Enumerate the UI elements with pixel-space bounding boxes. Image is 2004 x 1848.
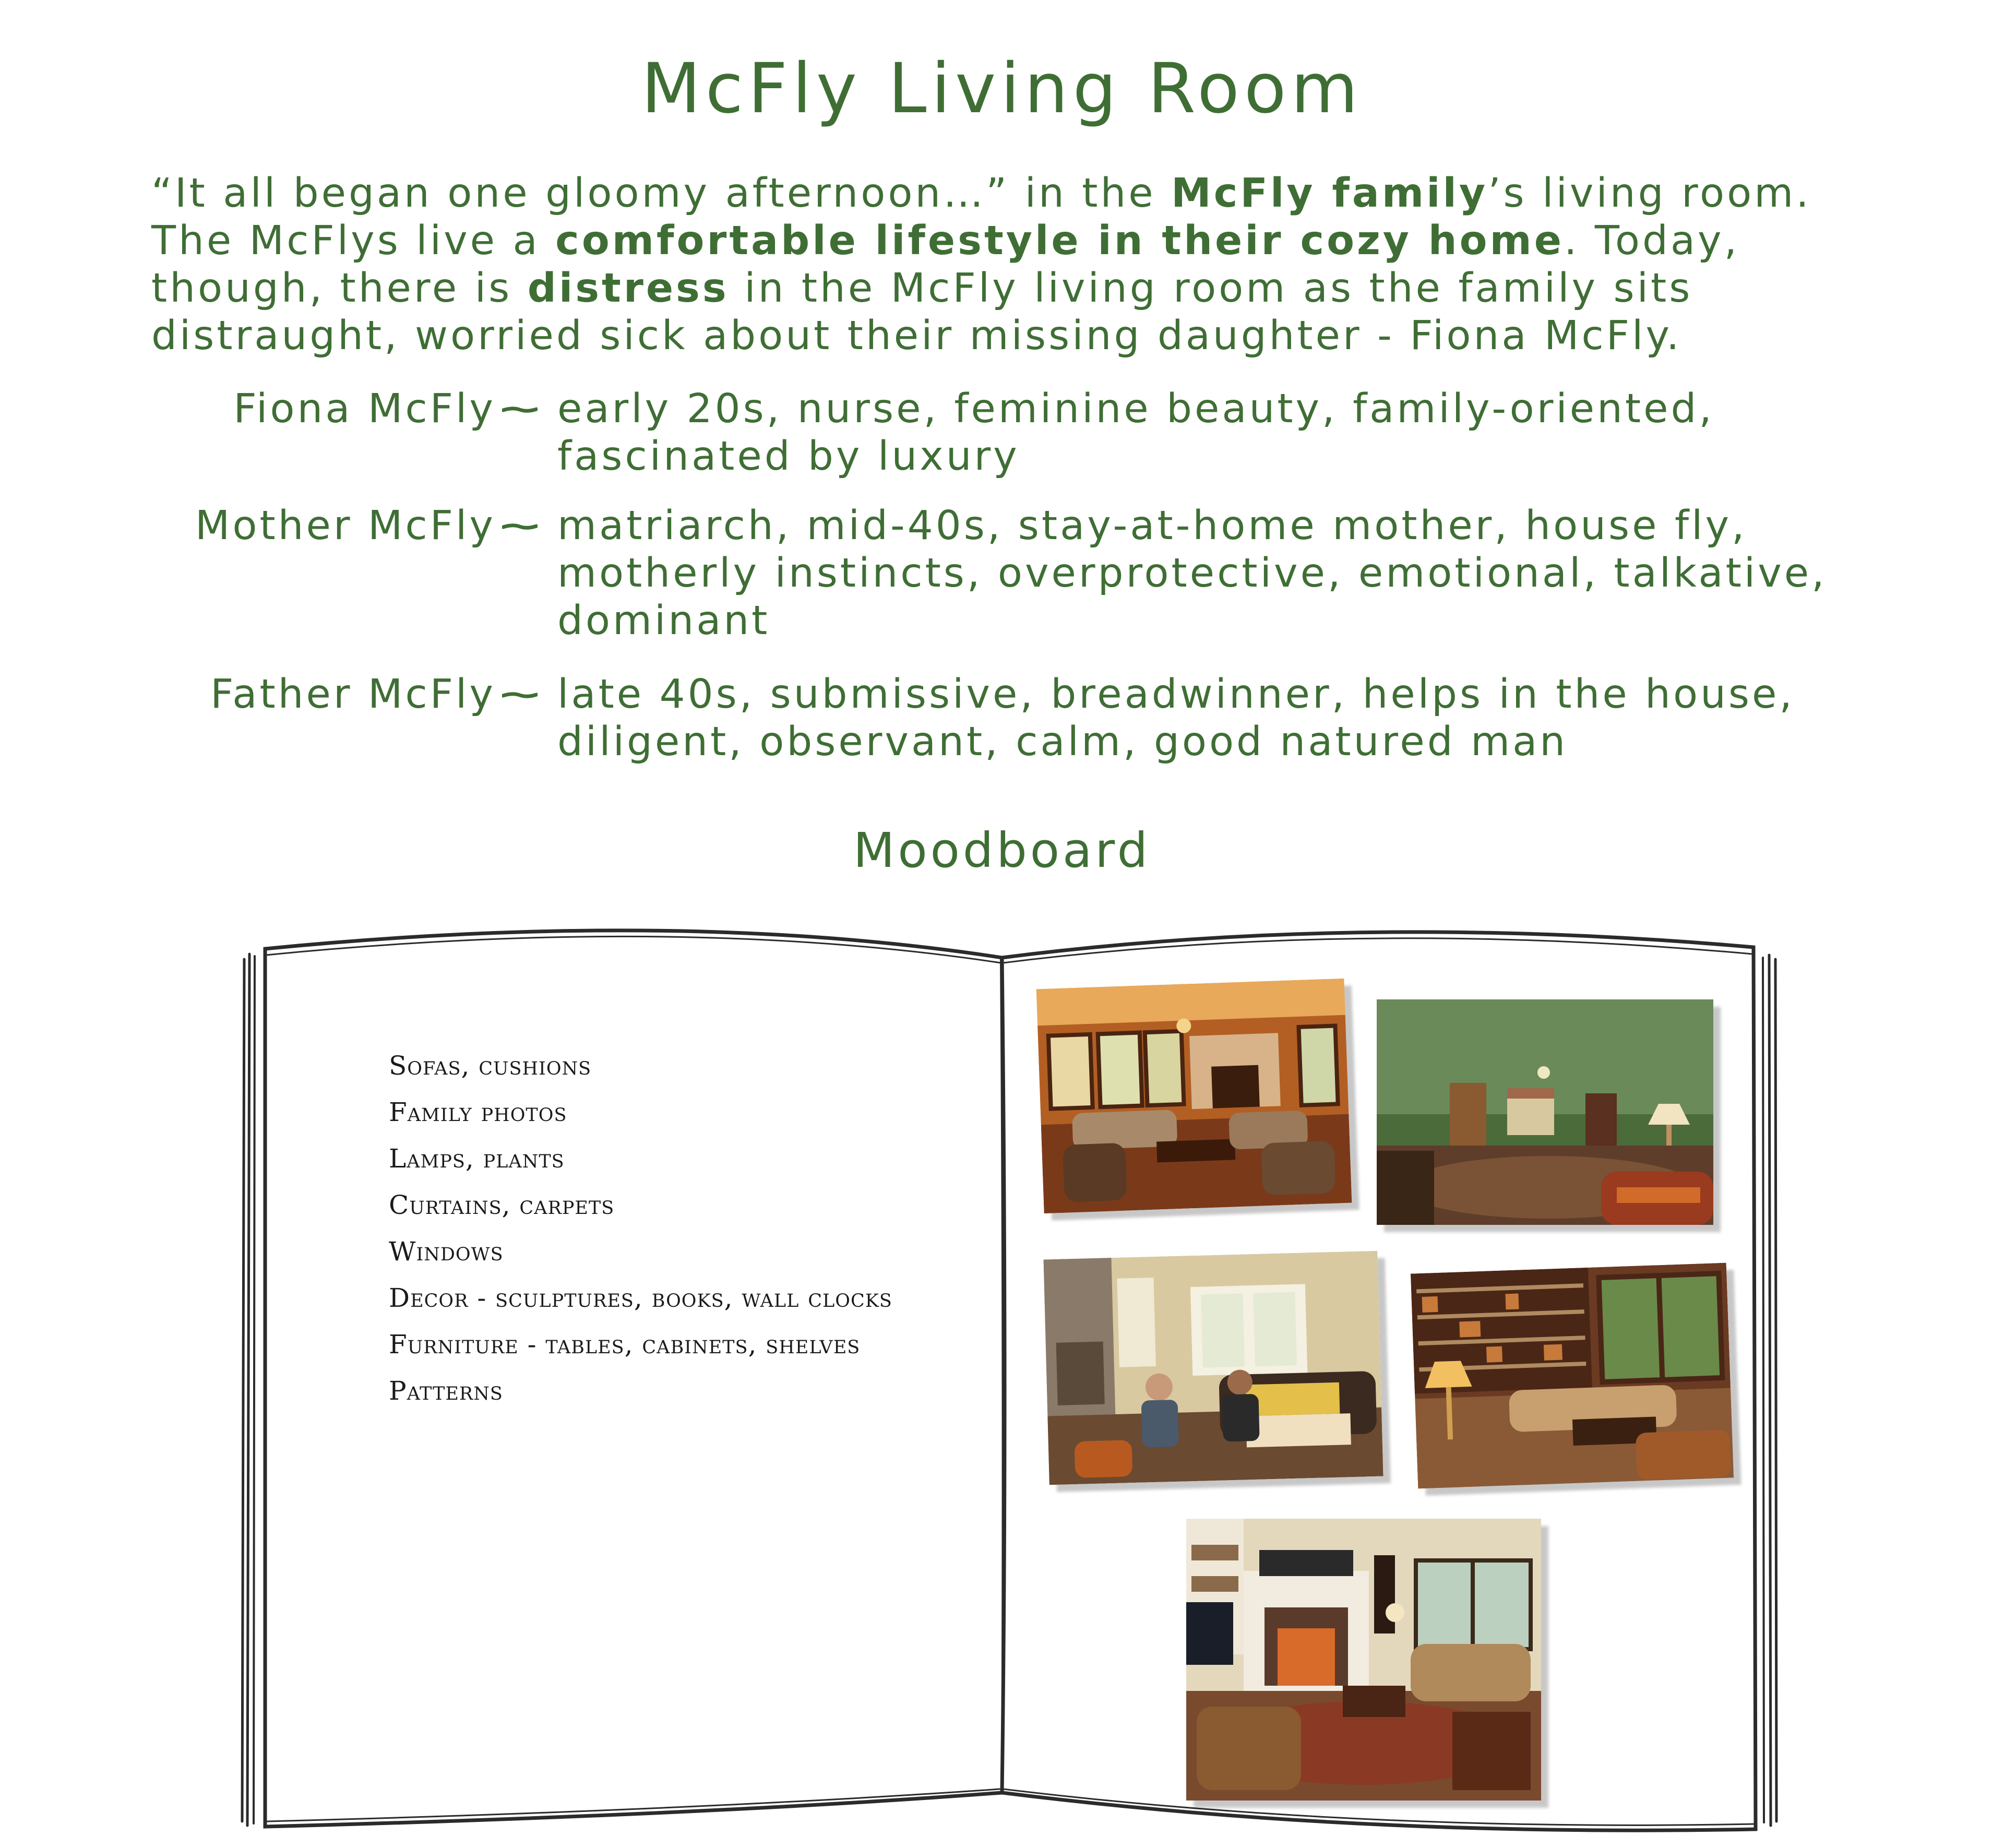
character-description: matriarch, mid-40s, stay-at-home mother, house fly, motherly instincts, overprotective, emotional, talkative, dominant [557,503,1827,644]
list-item: Windows [389,1236,504,1267]
list-item: Furniture - tables, cabinets, shelves [389,1329,861,1360]
list-item: Lamps, plants [389,1143,565,1174]
living-room-photo-icon [1036,979,1352,1213]
moodboard-photo [1377,999,1713,1225]
living-room-photo-icon [1186,1519,1541,1801]
intro-bold-1: McFly family [1171,170,1488,217]
moodboard-photo [1411,1263,1734,1489]
living-room-photo-icon [1377,999,1713,1225]
character-description: early 20s, nurse, feminine beauty, family-oriented, fascinated by luxury [557,386,1714,480]
character-description: late 40s, submissive, breadwinner, helps in the house, diligent, observant, calm, good natured man [557,671,1795,765]
page-title: McFly Living Room [641,49,1363,129]
list-item: Patterns [389,1376,503,1406]
character-name: Mother McFly [195,503,496,549]
intro-text-1: “It all began one gloomy afternoon…” in the [151,170,1172,217]
intro-bold-2: comfortable lifestyle in their cozy home [555,218,1564,264]
intro-text-3: . Today, though, there is [151,218,1740,312]
moodboard-photo [1036,979,1352,1213]
character-name: Fiona McFly [233,386,496,432]
character-name: Father McFly [210,671,496,718]
list-item: Curtains, carpets [389,1190,615,1220]
intro-text-4: in the McFly living room as the family sits distraught, worried sick about their missing daughter - Fiona McFly. [151,265,1693,359]
moodboard-photo [1186,1519,1541,1801]
intro-bold-3: distress [527,265,729,312]
moodboard-photo [1043,1251,1383,1485]
living-room-photo-icon [1043,1251,1383,1485]
intro-text-2: ’s living room. The McFlys live a [151,170,1811,264]
list-item: Family photos [389,1097,567,1127]
list-item: Sofas, cushions [389,1051,592,1081]
living-room-photo-icon [1411,1263,1734,1489]
moodboard-title: Moodboard [853,822,1151,878]
list-item: Decor - sculptures, books, wall clocks [389,1283,892,1313]
moodboard-list [389,1043,892,1414]
